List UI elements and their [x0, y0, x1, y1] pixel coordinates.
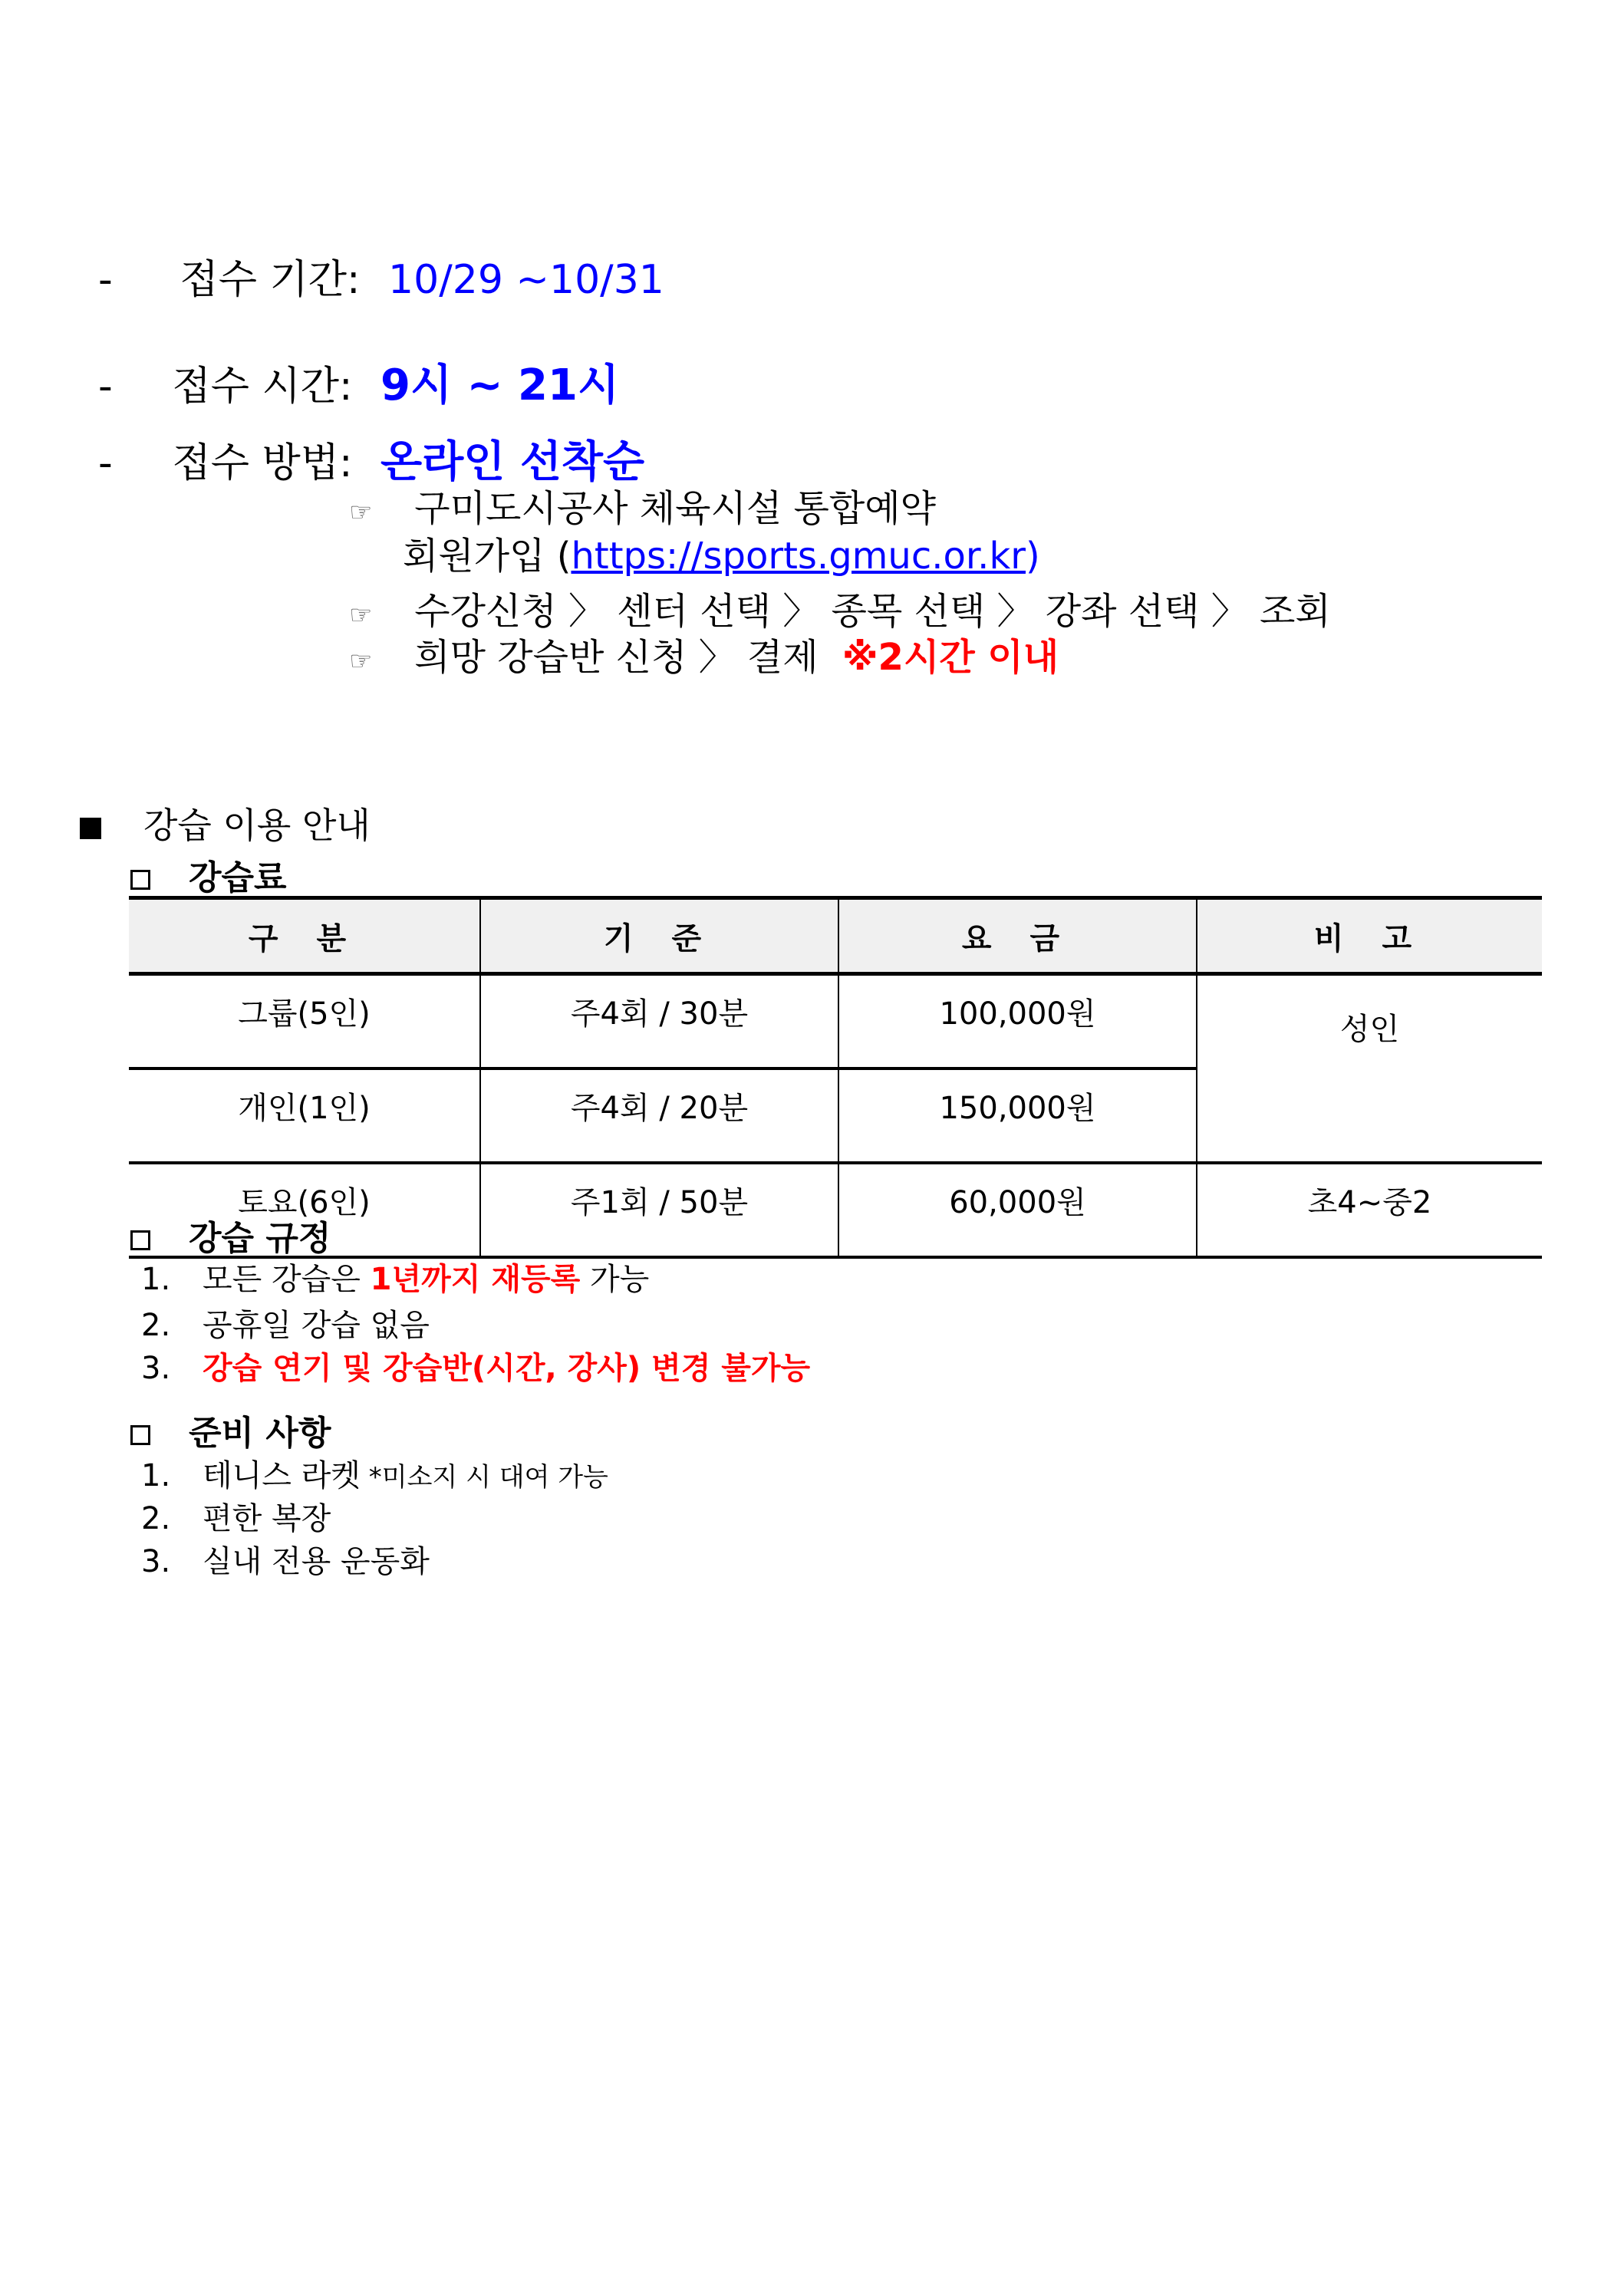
- guide-title-text: 강습 이용 안내: [143, 805, 371, 846]
- cell-note: 초4~중2: [1197, 1163, 1542, 1257]
- header-type: 구 분: [129, 898, 480, 974]
- table-row: [129, 974, 1542, 1069]
- pointing-hand-icon: ☞: [349, 497, 373, 528]
- header-note: 비 고: [1197, 898, 1542, 974]
- cell-schedule: 주4회 / 30분: [480, 974, 838, 1069]
- step-text: 희망 강습반 신청 〉 결제: [414, 636, 819, 679]
- bullet: -: [98, 257, 113, 303]
- prep-text: 실내 전용 운동화: [203, 1544, 430, 1579]
- rules-section-title: [130, 1210, 331, 1259]
- period-label: 접수 기간:: [180, 257, 361, 303]
- fee-section-title: [130, 850, 287, 899]
- header-price: 요 금: [838, 898, 1197, 974]
- step-3: [349, 627, 1059, 680]
- step-text-after: ): [1025, 535, 1040, 578]
- item-number: 1.: [141, 1458, 171, 1493]
- empty-square-icon: [130, 870, 150, 890]
- table-header-row: [129, 898, 1542, 974]
- table-row: [129, 1163, 1542, 1257]
- prep-note: *미소지 시 대여 가능: [360, 1462, 608, 1493]
- pointing-hand-icon: ☞: [349, 600, 373, 631]
- cell-type: 개인(1인): [129, 1068, 480, 1163]
- guide-title: [80, 798, 371, 848]
- signup-link[interactable]: https://sports.gmuc.or.kr: [571, 535, 1026, 578]
- prep-text: 편한 복장: [203, 1501, 331, 1536]
- time-value: 9시 ~ 21시: [380, 361, 620, 410]
- rule-highlight: 1년까지 재등록: [370, 1262, 581, 1297]
- method-value: 온라인 선착순: [380, 437, 645, 487]
- registration-period: [98, 247, 664, 305]
- cell-price: 60,000원: [838, 1163, 1197, 1257]
- period-value: 10/29 ~10/31: [388, 257, 664, 303]
- rule-item: [141, 1344, 810, 1388]
- prep-text: 테니스 라켓: [203, 1458, 361, 1493]
- step-signup: [403, 526, 1040, 579]
- step-1: [349, 479, 936, 532]
- item-number: 1.: [141, 1262, 171, 1297]
- header-schedule: 기 준: [480, 898, 838, 974]
- item-number: 3.: [141, 1351, 171, 1386]
- rule-text: 공휴일 강습 없음: [203, 1308, 430, 1343]
- rule-highlight: 강습 연기 및 강습반(시간, 강사) 변경 불가능: [203, 1351, 811, 1386]
- step-text: 수강신청 〉 센터 선택 〉 종목 선택 〉 강좌 선택 〉 조회: [414, 590, 1331, 633]
- item-number: 2.: [141, 1501, 171, 1536]
- cell-schedule: 주1회 / 50분: [480, 1163, 838, 1257]
- bullet: -: [98, 440, 113, 486]
- fee-title-text: 강습료: [189, 858, 287, 897]
- cell-price: 150,000원: [838, 1068, 1197, 1163]
- prep-title-text: 준비 사항: [189, 1414, 331, 1453]
- prep-section-title: [130, 1405, 331, 1454]
- cell-schedule: 주4회 / 20분: [480, 1068, 838, 1163]
- rule-text-after: 가능: [580, 1262, 650, 1297]
- empty-square-icon: [130, 1230, 150, 1250]
- filled-square-icon: [80, 818, 101, 839]
- cell-type: 그룹(5인): [129, 974, 480, 1069]
- cell-price: 100,000원: [838, 974, 1197, 1069]
- rule-item: [141, 1255, 649, 1299]
- step-2: [349, 581, 1331, 634]
- prep-item: [141, 1451, 608, 1495]
- rules-title-text: 강습 규정: [189, 1219, 331, 1258]
- rule-text: 모든 강습은: [203, 1262, 371, 1297]
- item-number: 3.: [141, 1544, 171, 1579]
- step-note: ※2시간 이내: [842, 636, 1059, 679]
- prep-item: [141, 1537, 430, 1581]
- cell-note: 성인: [1197, 974, 1542, 1164]
- rule-item: [141, 1301, 430, 1345]
- empty-square-icon: [130, 1425, 150, 1445]
- prep-item: [141, 1494, 331, 1538]
- method-label: 접수 방법:: [172, 440, 353, 486]
- pointing-hand-icon: ☞: [349, 646, 373, 677]
- item-number: 2.: [141, 1308, 171, 1343]
- fee-table: [129, 896, 1542, 1259]
- time-label: 접수 시간:: [172, 364, 353, 410]
- registration-time: [98, 351, 619, 413]
- bullet: -: [98, 364, 113, 410]
- step-text: 구미도시공사 체육시설 통합예약: [414, 487, 936, 530]
- cell-type: 토요(6인): [129, 1163, 480, 1257]
- step-text: 회원가입 (: [403, 535, 572, 578]
